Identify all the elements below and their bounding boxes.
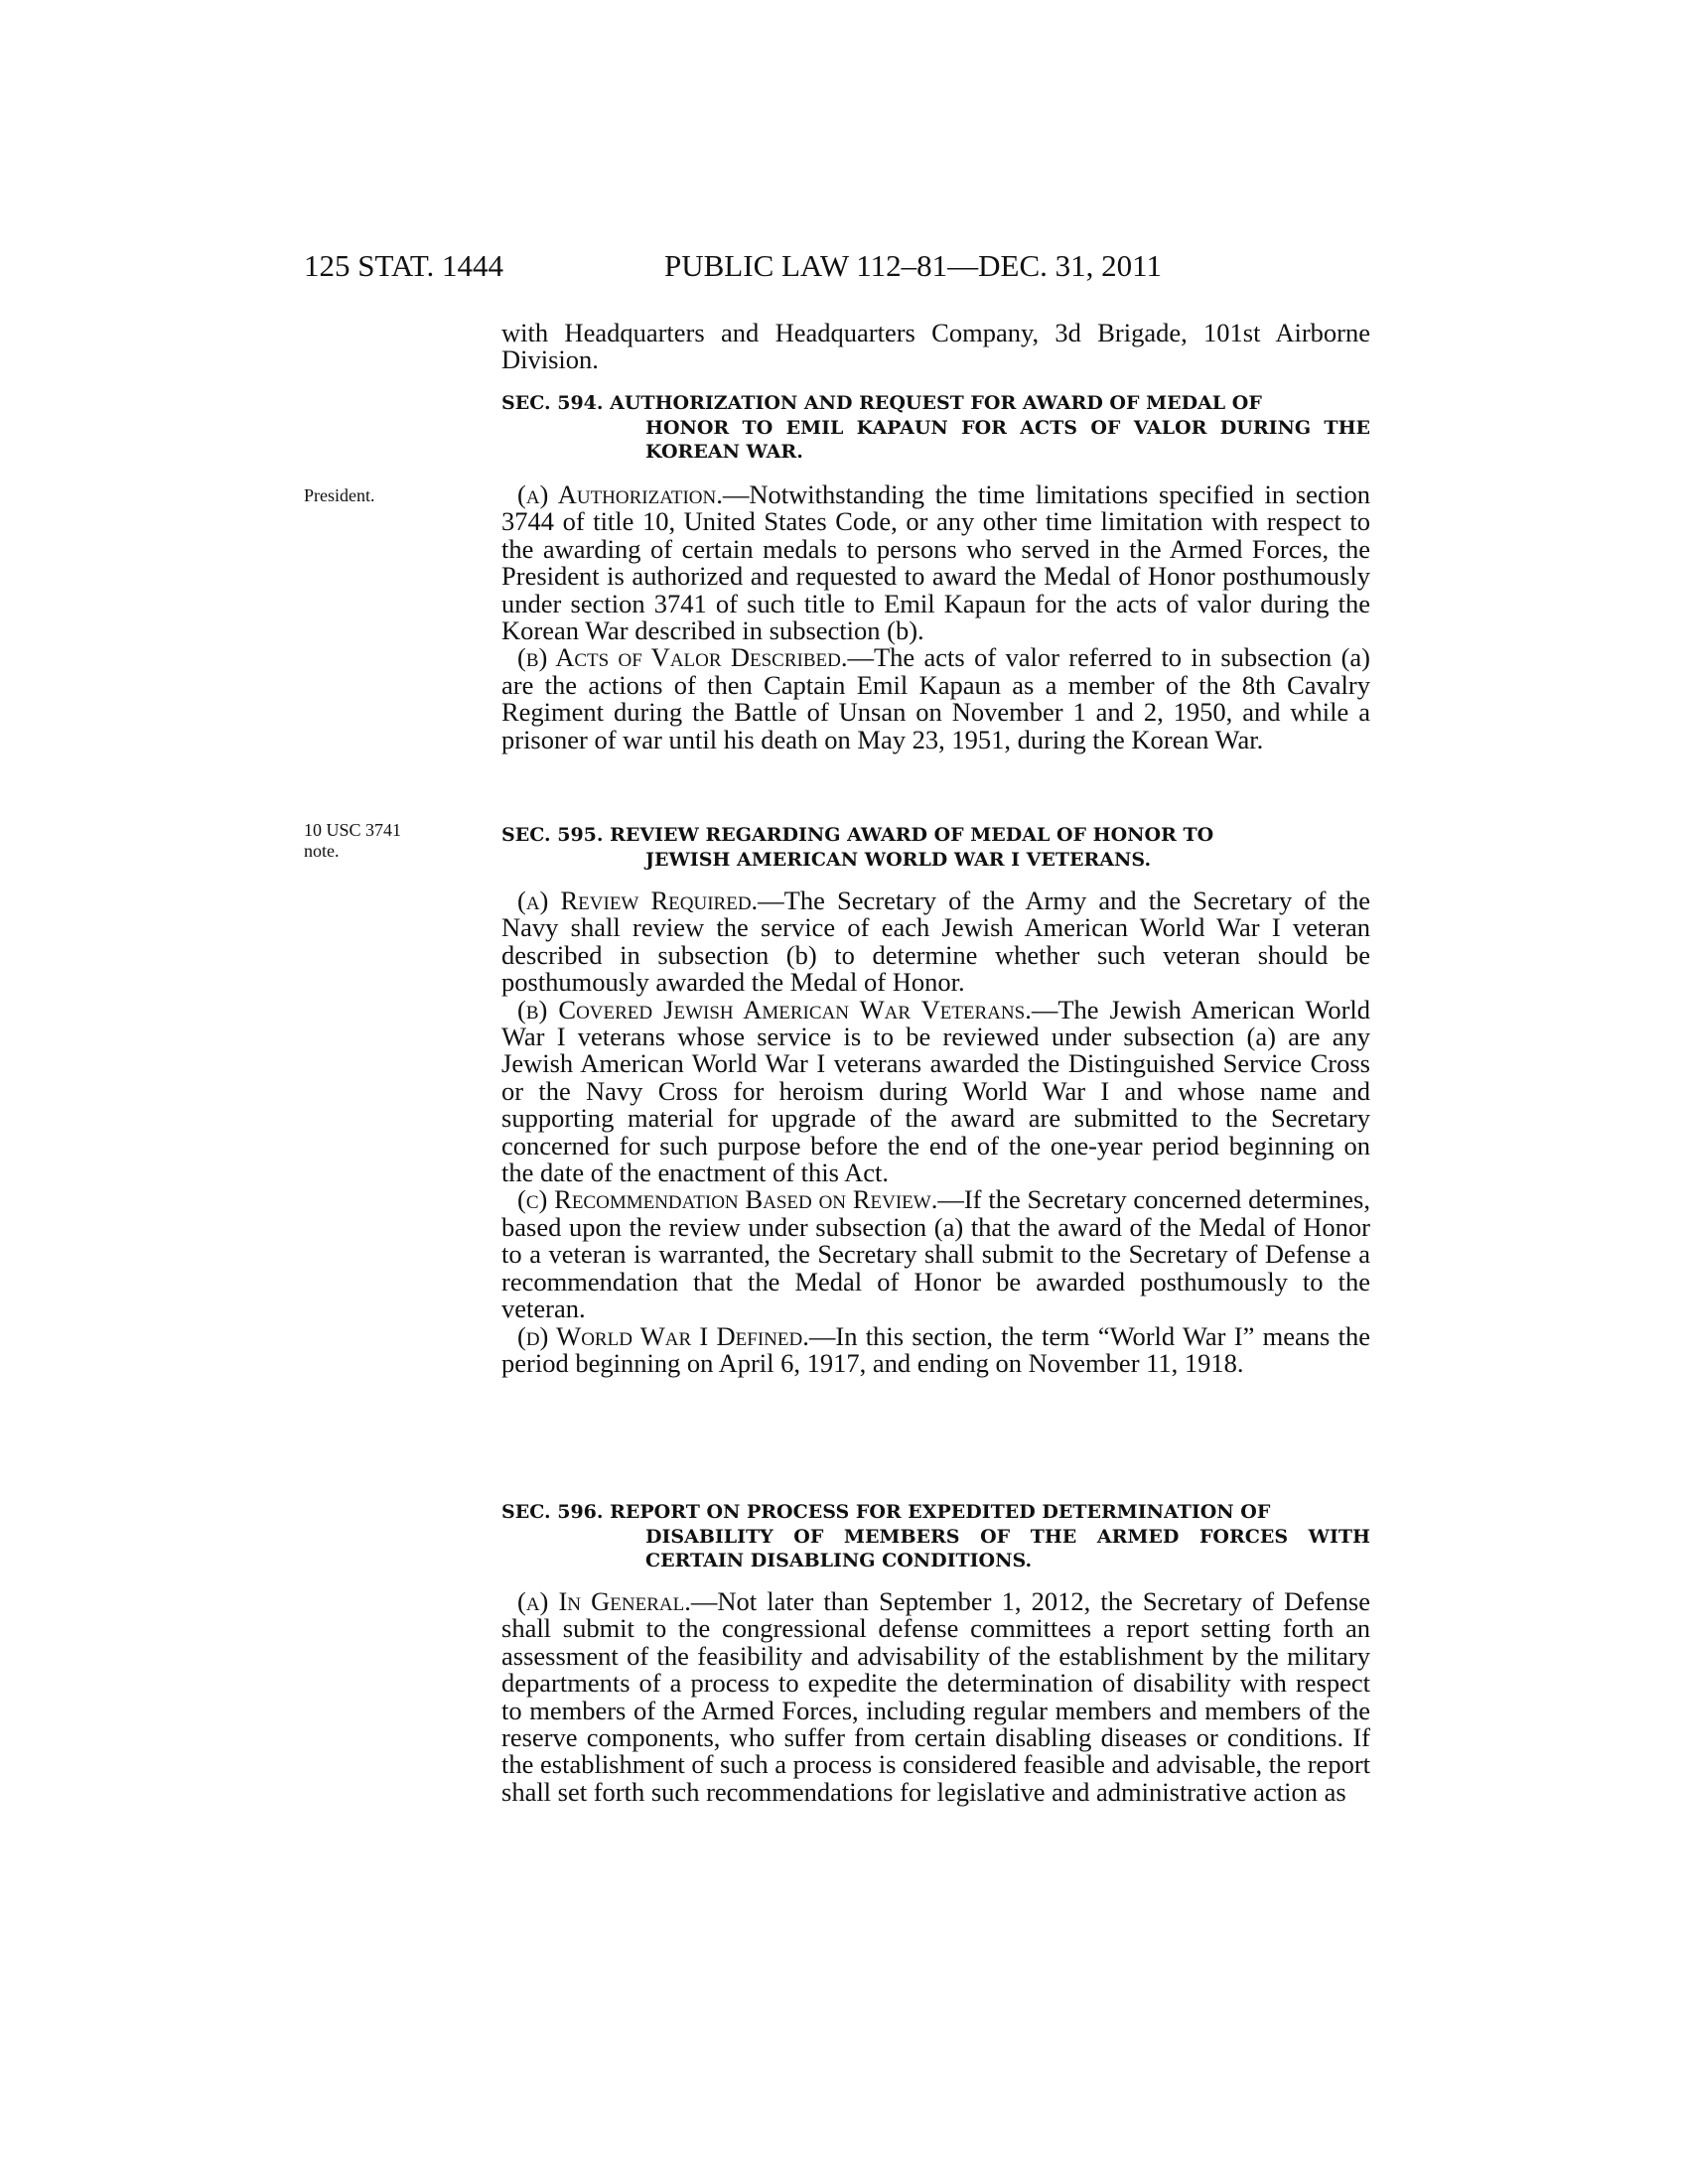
section-595-number: SEC. 595. bbox=[501, 824, 604, 846]
section-595-subsection-b bbox=[501, 994, 1371, 1188]
section-596-body bbox=[501, 1588, 1370, 1806]
section-595-d-label: (d) World War I Defined. bbox=[517, 1320, 809, 1351]
section-595-subsection-c bbox=[501, 1186, 1370, 1322]
stat-page-number: 125 STAT. 1444 bbox=[304, 248, 504, 283]
section-595-body bbox=[501, 887, 1370, 1377]
section-596-subsection-a bbox=[501, 1588, 1370, 1806]
section-596-number: SEC. 596. bbox=[501, 1501, 604, 1523]
section-596-heading-first: REPORT ON PROCESS FOR EXPEDITED DETERMINATION OF bbox=[610, 1501, 1271, 1523]
carryover-paragraph bbox=[501, 320, 1370, 374]
section-594-a-label: (a) Authorization. bbox=[517, 479, 723, 509]
section-595-subsection-a bbox=[501, 887, 1370, 997]
section-594-b-label: (b) Acts of Valor Described. bbox=[517, 642, 848, 673]
section-594-a-text: —Notwithstanding the time limitations specified in section 3744 of title 10, United States Code, or any other time limitation with respect to the awarding of certain medals to persons who served in the Armed Forces, the President is authorized and requested to award the Medal of Honor posthumously under section 3741 of such title to Emil Kapaun for the acts of valor during the Korean War described in subsection (b). bbox=[501, 479, 1370, 646]
section-594-heading-first: AUTHORIZATION AND REQUEST FOR AWARD OF MEDAL OF bbox=[610, 392, 1262, 414]
section-594-heading bbox=[501, 391, 1370, 465]
margin-note-usc bbox=[304, 820, 453, 862]
section-595-b-label: (b) Covered Jewish American War Veterans. bbox=[517, 994, 1032, 1024]
margin-note-usc-line1: 10 USC 3741 bbox=[304, 820, 402, 840]
section-595-subsection-d bbox=[501, 1320, 1370, 1378]
section-594-heading-rest: HONOR TO EMIL KAPAUN FOR ACTS OF VALOR DURING THE KOREAN WAR. bbox=[645, 416, 1370, 463]
section-596-a-label: (a) In General. bbox=[517, 1586, 691, 1616]
section-596-a-text: —Not later than September 1, 2012, the Secretary of Defense shall submit to the congressional defense committees a report setting forth an assessment of the feasibility and advisability of the establishment by the military departments of a process to expedite the determination of disability with respect to members of the Armed Forces, including regular members and members of the reserve components, who suffer from certain disabling diseases or conditions. If the establishment of such a process is considered feasible and advisable, the report shall set forth such recommendations for legislative and administrative action as bbox=[501, 1586, 1370, 1807]
section-595-heading bbox=[501, 823, 1370, 872]
margin-note-president: President. bbox=[304, 485, 375, 505]
section-595-c-label: (c) Recommendation Based on Review. bbox=[517, 1184, 938, 1215]
public-law-title: PUBLIC LAW 112–81—DEC. 31, 2011 bbox=[664, 248, 1162, 283]
section-596-heading bbox=[501, 1500, 1370, 1573]
section-594-b-text: —The acts of valor referred to in subsection (a) are the actions of then Captain Emil Kapaun as a member of the 8th Cavalry Regiment during the Battle of Unsan on November 1 and 2, 1950, and while a prisoner of war until his death on May 23, 1951, during the Korean War. bbox=[501, 642, 1370, 754]
section-595-c-text: —If the Secretary concerned determines, based upon the review under subsection (a) that the award of the Medal of Honor to a veteran is warranted, the Secretary shall submit to the Secretary of Defense a recommendation that the Medal of Honor be awarded posthumously to the veteran. bbox=[501, 1184, 1370, 1324]
section-595-b-text: —The Jewish American World War I veterans whose service is to be reviewed under subsection (a) are any Jewish American World War I veterans awarded the Distinguished Service Cross or the Navy Cross for heroism during World War I and whose name and supporting material for upgrade of the award are submitted to the Secretary concerned for such purpose before the end of the one-year period beginning on the date of the enactment of this Act. bbox=[501, 994, 1371, 1188]
section-594-subsection-b bbox=[501, 644, 1370, 753]
page-header bbox=[304, 248, 1370, 288]
section-595-a-text: —The Secretary of the Army and the Secretary of the Navy shall review the service of each Jewish American World War I veteran described in subsection (b) to determine whether such veteran should be posthumously awarded the Medal of Honor. bbox=[501, 886, 1370, 998]
section-594-subsection-a bbox=[501, 481, 1370, 644]
section-596-heading-rest: DISABILITY OF MEMBERS OF THE ARMED FORCES WITH CERTAIN DISABLING CONDITIONS. bbox=[645, 1525, 1370, 1571]
section-594-number: SEC. 594. bbox=[501, 392, 604, 414]
section-595-a-label: (a) Review Required. bbox=[517, 886, 759, 915]
margin-note-usc-line2: note. bbox=[304, 841, 340, 861]
section-594-body bbox=[501, 481, 1370, 753]
section-595-d-text: —In this section, the term “World War I” means the period beginning on April 6, 1917, and ending on November 11, 1918. bbox=[501, 1320, 1370, 1378]
section-595-heading-rest: JEWISH AMERICAN WORLD WAR I VETERANS. bbox=[645, 848, 1152, 871]
section-595-heading-first: REVIEW REGARDING AWARD OF MEDAL OF HONOR TO bbox=[610, 824, 1214, 846]
carryover-text: with Headquarters and Headquarters Company, 3d Brigade, 101st Airborne Division. bbox=[501, 318, 1370, 375]
